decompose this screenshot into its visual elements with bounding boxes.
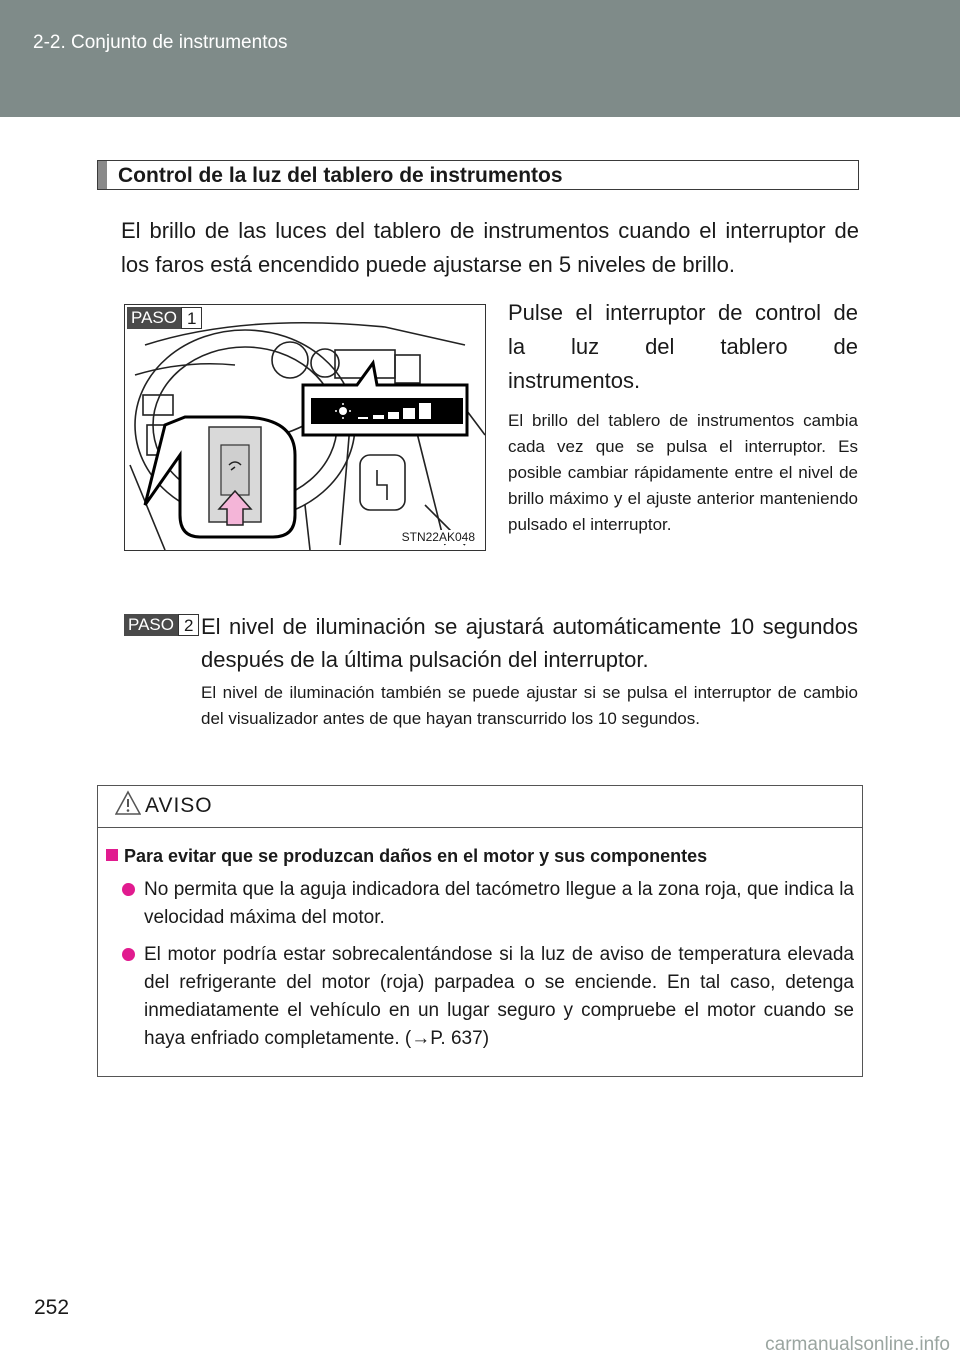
- paso-1-badge: [127, 307, 202, 329]
- paso-2-number: 2: [178, 614, 199, 636]
- warning-box: [97, 785, 863, 1077]
- square-bullet-icon: [106, 849, 118, 861]
- step-1-line-3: instrumentos.: [508, 368, 641, 393]
- step-2-note: El nivel de iluminación también se puede ajustar si se pulsa el interruptor de cambio del visualizador antes de que hayan transcurrido los 10 segundos.: [201, 683, 858, 728]
- warning-title: AVISO: [145, 794, 213, 817]
- section-heading: [97, 160, 859, 190]
- dashboard-illustration: [124, 304, 486, 551]
- intro-paragraph: El brillo de las luces del tablero de instrumentos cuando el interruptor de los faros está encendido puede ajustarse en 5 niveles de brillo.: [121, 218, 859, 277]
- warning-item-heading-text: Para evitar que se produzcan daños en el motor y sus componentes: [124, 846, 708, 866]
- step-1-note: El brillo del tablero de instrumentos cambia cada vez que se pulsa el interruptor. Es posible cambiar rápidamente entre el nivel de brillo máximo y el ajuste anterior manteniendo pulsado el interruptor.: [508, 411, 858, 534]
- heading-bar: [98, 161, 107, 189]
- paso-1-number: 1: [181, 307, 202, 329]
- warning-header: [98, 786, 862, 828]
- header-band: [0, 0, 960, 117]
- paso-2-word: PASO: [124, 614, 178, 636]
- step-1-line-1: Pulse el interruptor de control de: [508, 300, 858, 325]
- warning-item-heading: [106, 846, 707, 867]
- circle-bullet-icon: [122, 948, 135, 961]
- figure-code: STN22AK048: [401, 530, 475, 544]
- warning-bullet: [122, 876, 854, 932]
- warning-bullet-text: El motor podría estar sobrecalentándose si la luz de aviso de temperatura elevada del refrigerante del motor (roja) parpadea o se enciende. En tal caso, detenga inmediatamente el vehículo en un lugar seguro y compruebe el motor cuando se haya enfriado completamente. (→P. 637): [144, 944, 854, 1049]
- watermark: carmanualsonline.info: [765, 1334, 950, 1355]
- warning-triangle-icon: [115, 790, 141, 816]
- paso-2-badge: [124, 614, 199, 636]
- step-2-instruction: El nivel de iluminación se ajustará automáticamente 10 segundos después de la última pulsación del interruptor.: [201, 614, 858, 672]
- step-1-line-2: la luz del tablero de: [508, 334, 858, 359]
- section-heading-text: Control de la luz del tablero de instrumentos: [118, 164, 563, 187]
- chapter-title: 2-2. Conjunto de instrumentos: [33, 32, 288, 53]
- dashboard-drawing: [125, 305, 486, 551]
- warning-bullet-text: No permita que la aguja indicadora del tacómetro llegue a la zona roja, que indica la velocidad máxima del motor.: [144, 879, 854, 928]
- paso-1-word: PASO: [127, 307, 181, 329]
- warning-bullet: [122, 941, 854, 1053]
- step-1-instruction: [508, 296, 858, 398]
- circle-bullet-icon: [122, 883, 135, 896]
- page-number: 252: [34, 1296, 70, 1319]
